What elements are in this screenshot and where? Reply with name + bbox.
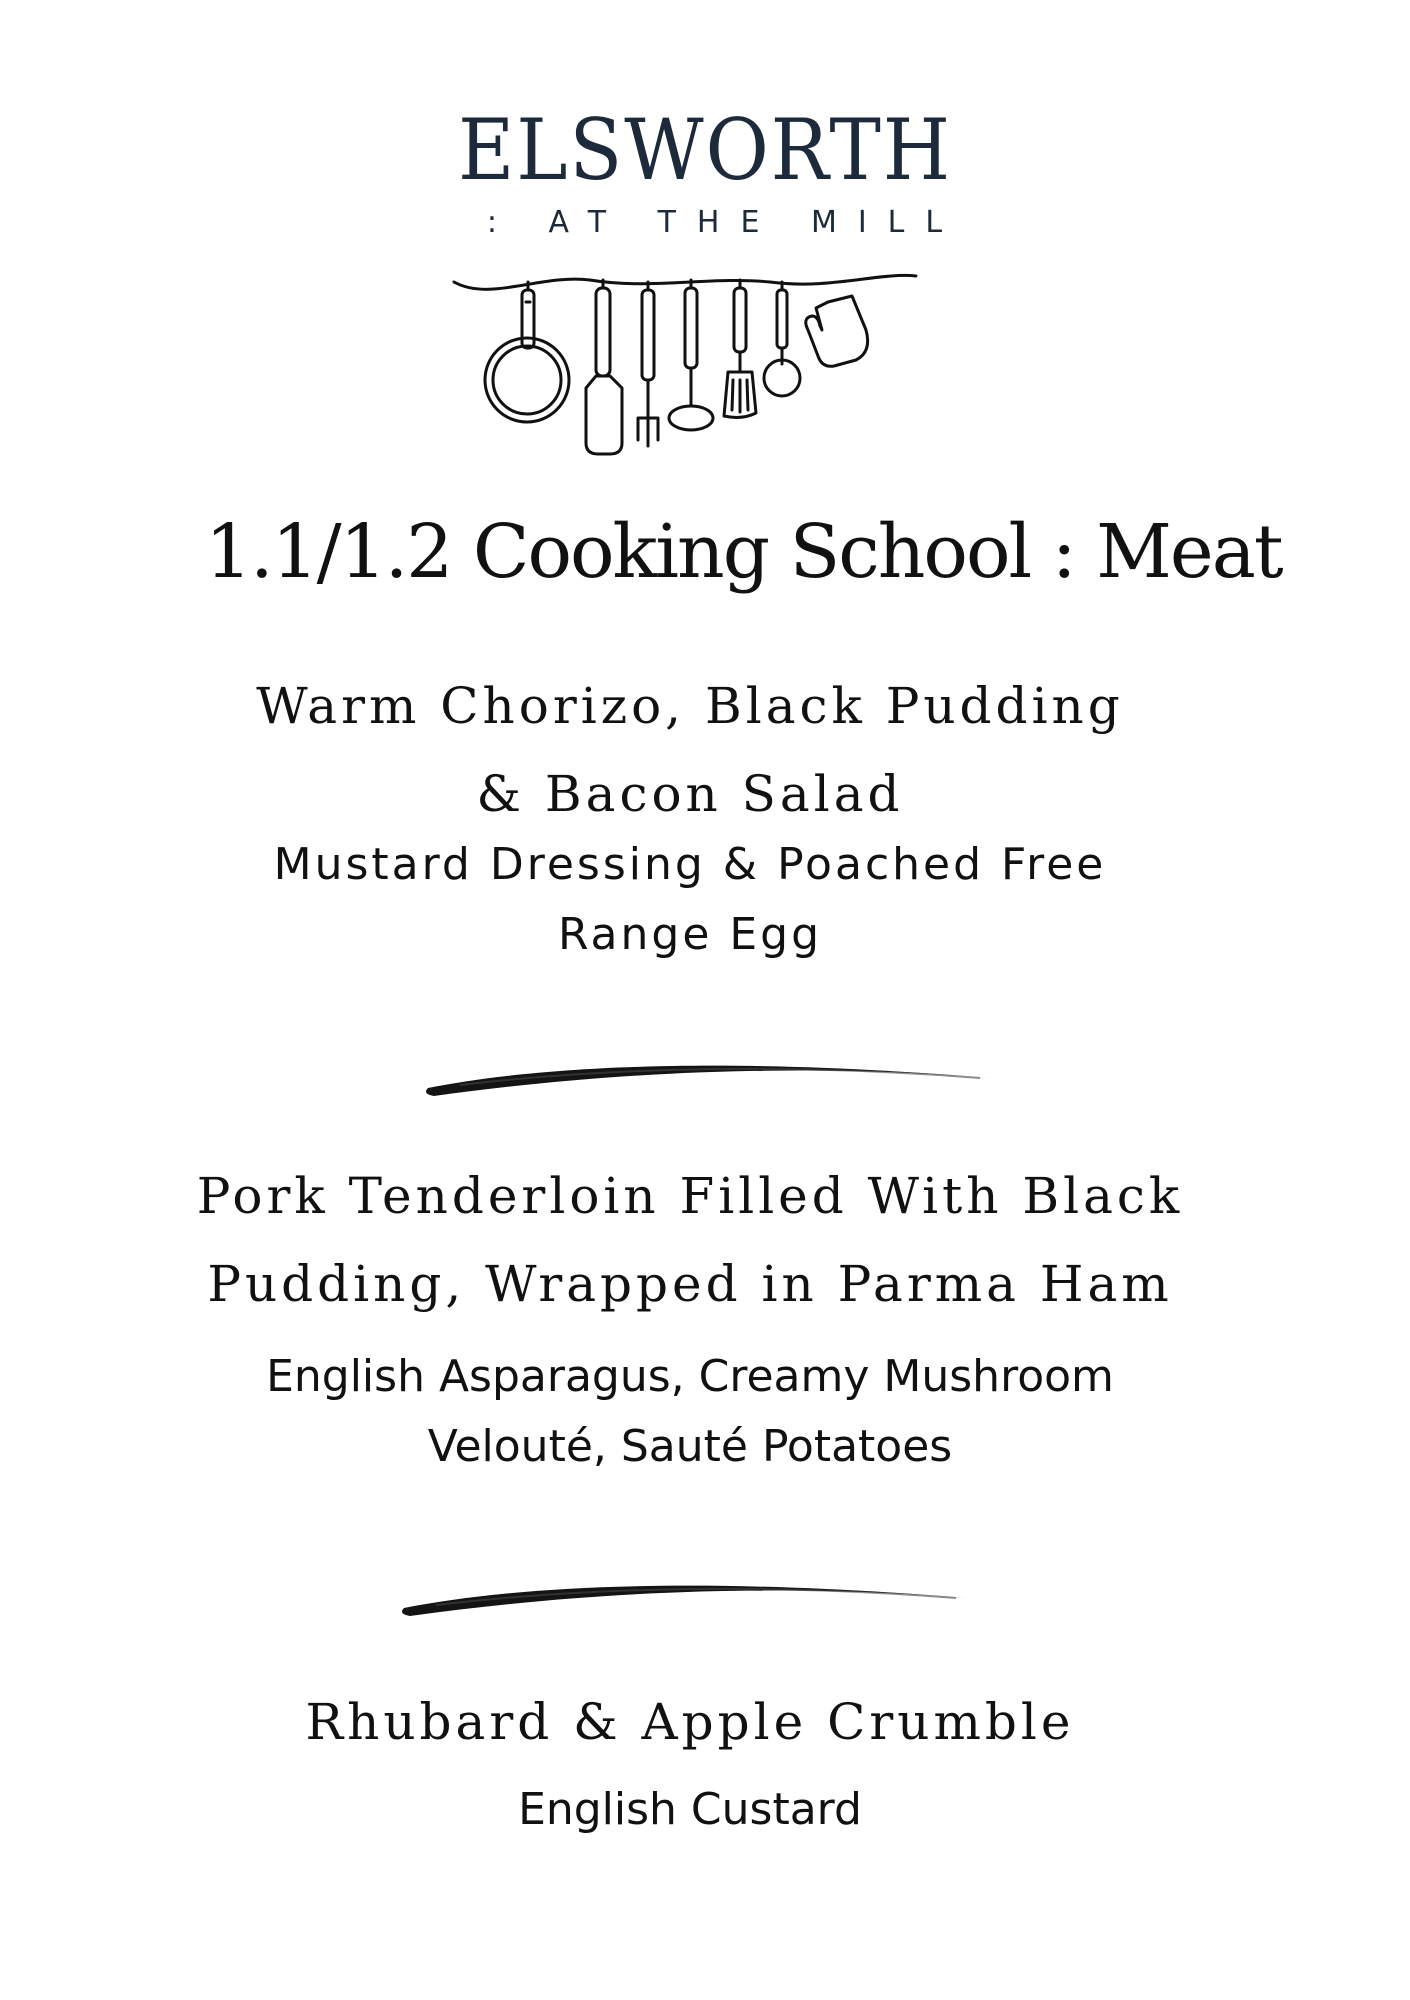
course-3-dish	[100, 1678, 1280, 1766]
hanging-utensils-icon	[450, 268, 920, 468]
description-line: Mustard Dressing & Poached Free	[273, 839, 1107, 890]
brand-name: ELSWORTH	[458, 101, 952, 199]
brush-stroke-divider-icon	[396, 1572, 976, 1622]
brand-tagline: : AT THE MILL	[486, 205, 964, 240]
brush-stroke-divider-icon	[420, 1052, 1000, 1102]
course-1-dish	[100, 662, 1280, 838]
course-1-description	[100, 830, 1280, 970]
dish-line: Pudding, Wrapped in Parma Ham	[207, 1255, 1173, 1313]
menu-title: 1.1/1.2 Cooking School : Meat	[205, 509, 1282, 595]
course-2-dish	[100, 1152, 1280, 1328]
dish-line: & Bacon Salad	[476, 765, 904, 823]
description-line: English Custard	[518, 1784, 862, 1835]
description-line: English Asparagus, Creamy Mushroom	[266, 1351, 1114, 1402]
course-3-description	[100, 1775, 1280, 1845]
description-line: Range Egg	[557, 909, 823, 960]
dish-line: Warm Chorizo, Black Pudding	[256, 677, 1124, 735]
course-2-description	[100, 1342, 1280, 1482]
dish-line: Pork Tenderloin Filled With Black	[196, 1167, 1184, 1225]
dish-line: Rhubard & Apple Crumble	[305, 1693, 1075, 1751]
description-line: Velouté, Sauté Potatoes	[427, 1421, 953, 1472]
